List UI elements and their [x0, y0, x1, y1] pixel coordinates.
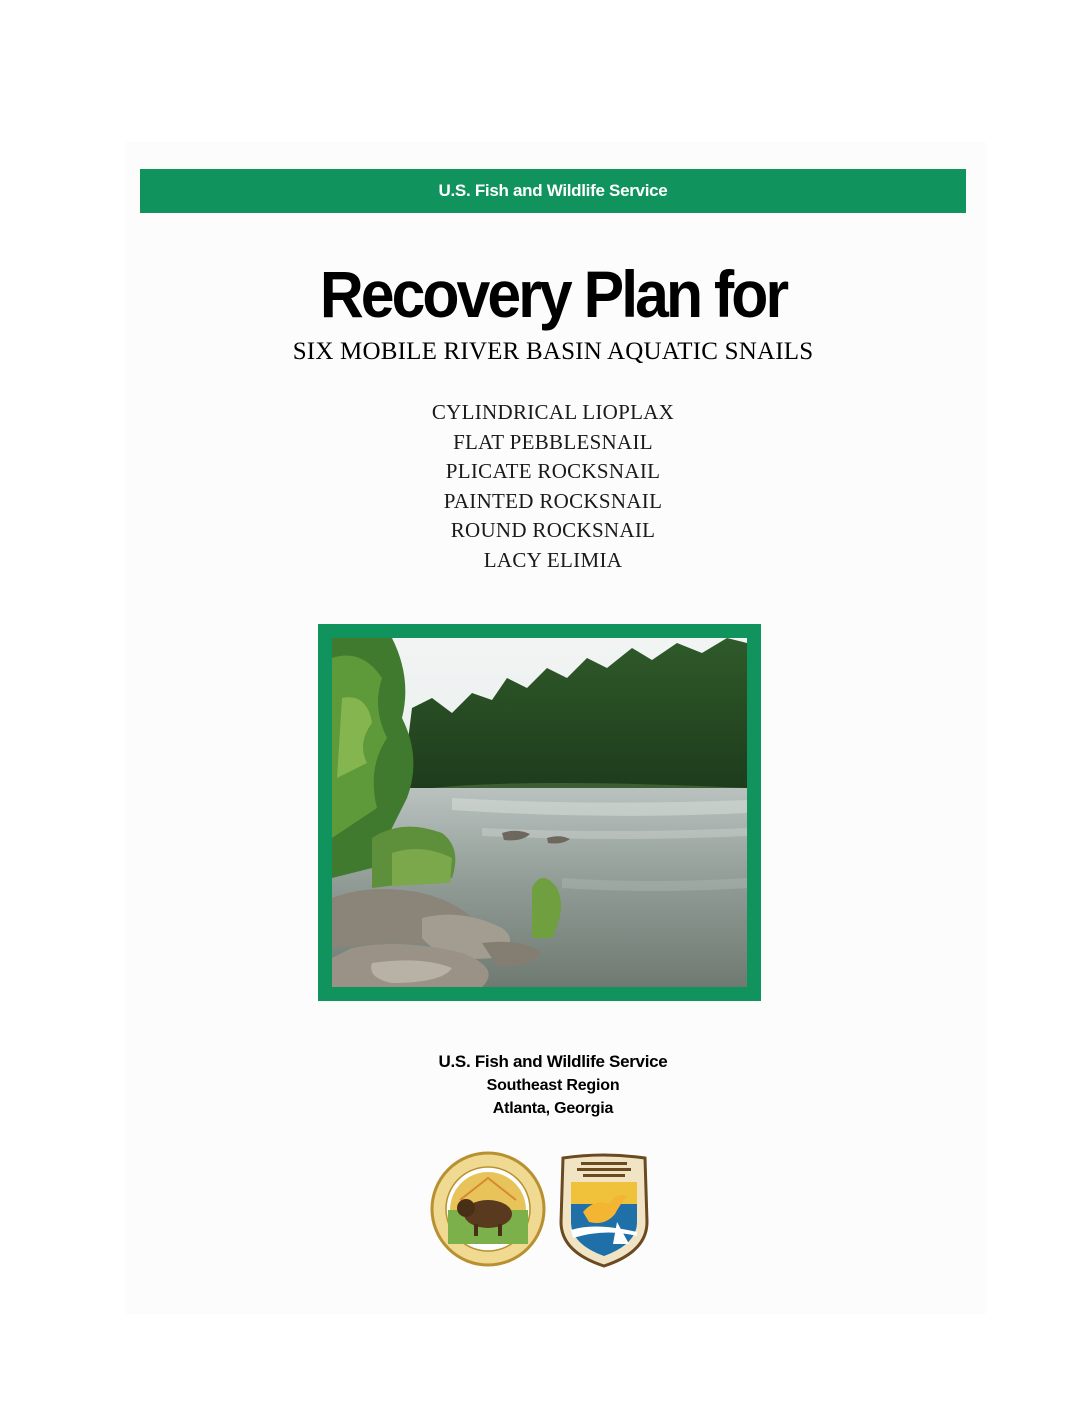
species-item: CYLINDRICAL LIOPLAX: [431, 400, 675, 424]
species-item: PAINTED ROCKSNAIL: [443, 488, 663, 513]
publisher-location: Atlanta, Georgia: [492, 1100, 614, 1117]
river-photo-frame: [318, 624, 761, 1001]
river-scene-image: [332, 638, 747, 987]
species-item: PLICATE ROCKSNAIL: [445, 459, 661, 483]
publisher-organization: U.S. Fish and Wildlife Service: [438, 1052, 668, 1071]
fws-patch-icon: [555, 1152, 653, 1270]
header-band: [140, 169, 966, 213]
header-band-text: U.S. Fish and Wildlife Service: [438, 181, 668, 200]
publisher-region: Southeast Region: [486, 1077, 620, 1094]
doi-seal-icon: [430, 1150, 546, 1268]
species-list: [140, 398, 966, 575]
document-title: Recovery Plan for: [319, 257, 787, 331]
river-photo: [332, 638, 747, 987]
species-item: ROUND ROCKSNAIL: [450, 518, 656, 542]
species-item: FLAT PEBBLESNAIL: [453, 429, 653, 454]
species-item: LACY ELIMIA: [483, 547, 623, 572]
document-subtitle: SIX MOBILE RIVER BASIN AQUATIC SNAILS: [292, 338, 814, 365]
publisher-block: [140, 1050, 966, 1120]
